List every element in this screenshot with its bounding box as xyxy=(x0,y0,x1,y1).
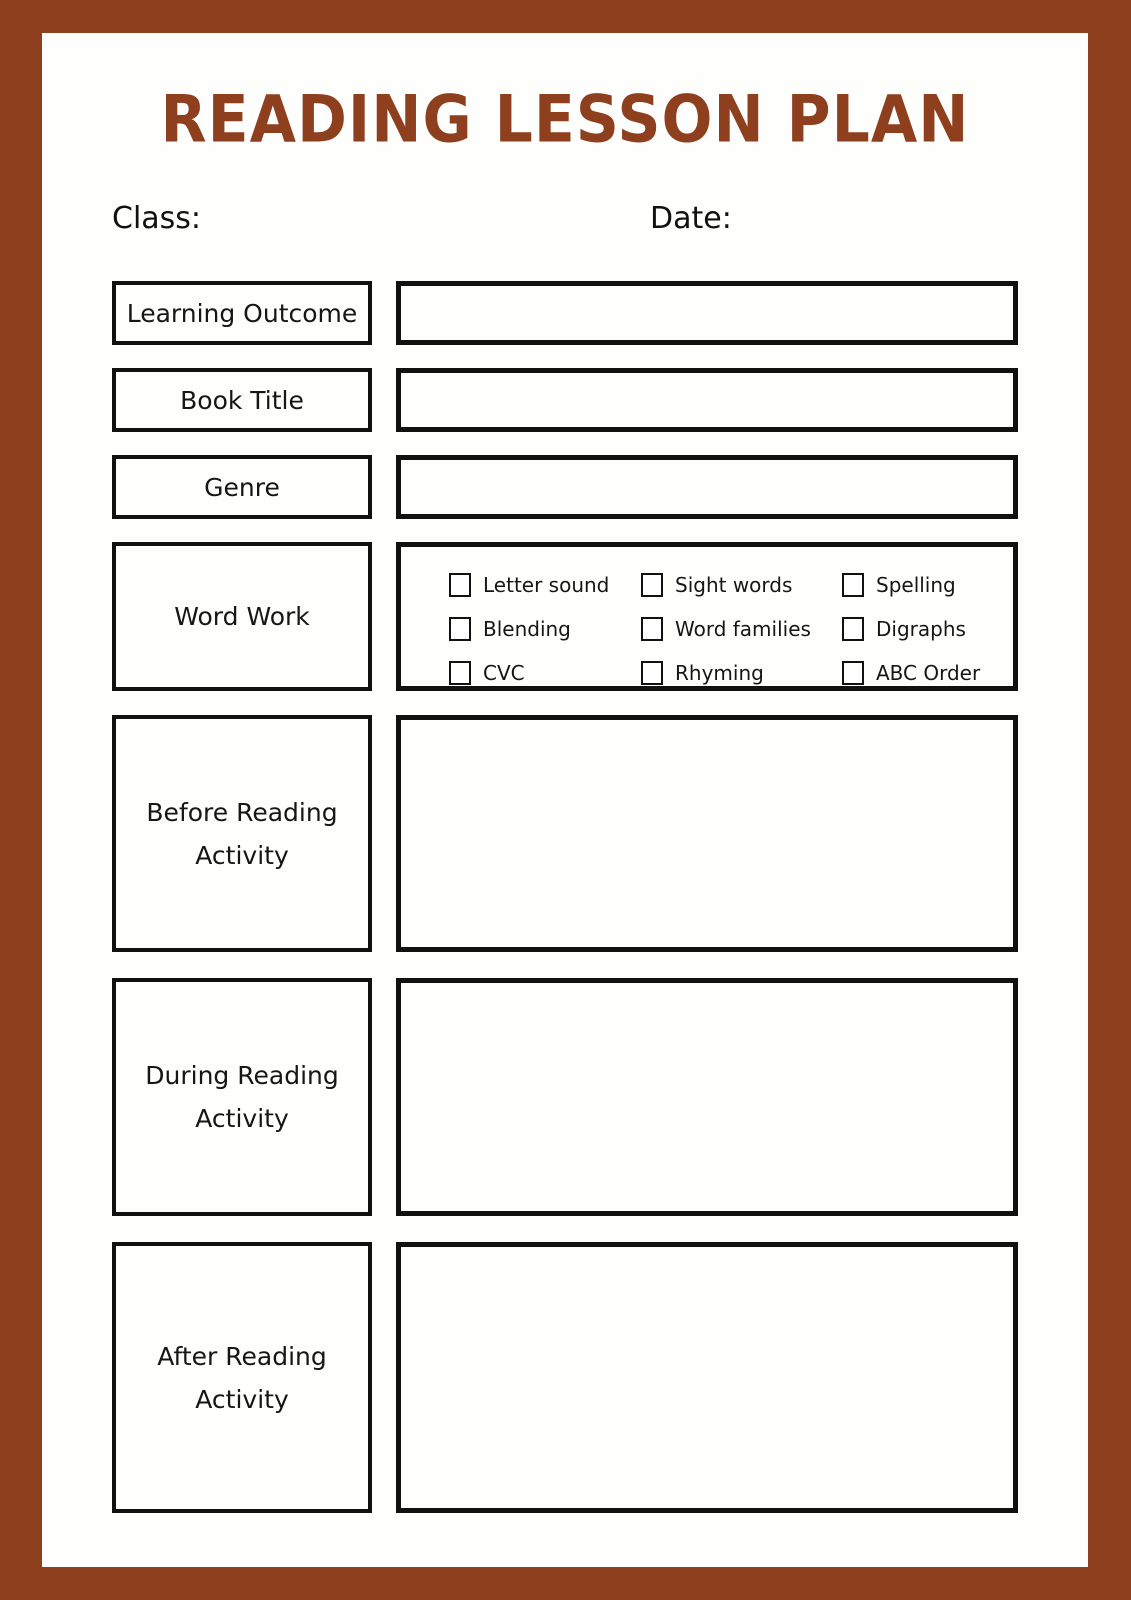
checkbox-word-families[interactable] xyxy=(641,617,663,641)
option-label: Rhyming xyxy=(675,661,764,685)
checkbox-letter-sound[interactable] xyxy=(449,573,471,597)
learning-outcome-field[interactable] xyxy=(396,281,1018,345)
page-title: READING LESSON PLAN xyxy=(160,82,970,158)
option-spelling xyxy=(842,573,1013,597)
label-before-reading-activity xyxy=(112,715,372,952)
option-cvc xyxy=(449,661,641,685)
label-text: Book Title xyxy=(180,385,304,415)
option-digraphs xyxy=(842,617,1013,641)
label-word-work xyxy=(112,542,372,691)
label-text: After Reading Activity xyxy=(157,1341,327,1414)
word-work-options xyxy=(396,542,1018,691)
option-label: Blending xyxy=(483,617,571,641)
option-label: CVC xyxy=(483,661,525,685)
book-title-field[interactable] xyxy=(396,368,1018,432)
option-label: Digraphs xyxy=(876,617,966,641)
checkbox-spelling[interactable] xyxy=(842,573,864,597)
during-reading-activity-field[interactable] xyxy=(396,978,1018,1216)
label-text: Before Reading Activity xyxy=(146,797,338,870)
date-label: Date: xyxy=(650,201,732,236)
checkbox-sight-words[interactable] xyxy=(641,573,663,597)
label-text: Word Work xyxy=(174,602,310,631)
option-rhyming xyxy=(641,661,842,685)
label-during-reading-activity xyxy=(112,978,372,1216)
option-label: Spelling xyxy=(876,573,956,597)
label-text: Genre xyxy=(204,472,280,502)
checkbox-abc-order[interactable] xyxy=(842,661,864,685)
after-reading-activity-field[interactable] xyxy=(396,1242,1018,1513)
option-sight-words xyxy=(641,573,842,597)
label-book-title xyxy=(112,368,372,432)
option-label: ABC Order xyxy=(876,661,981,685)
checkbox-cvc[interactable] xyxy=(449,661,471,685)
checkbox-rhyming[interactable] xyxy=(641,661,663,685)
option-label: Word families xyxy=(675,617,811,641)
label-after-reading-activity xyxy=(112,1242,372,1513)
label-genre xyxy=(112,455,372,519)
label-learning-outcome xyxy=(112,281,372,345)
label-text: Learning Outcome xyxy=(126,298,358,328)
option-abc-order xyxy=(842,661,1013,685)
option-word-families xyxy=(641,617,842,641)
lesson-plan-page xyxy=(42,33,1088,1567)
checkbox-digraphs[interactable] xyxy=(842,617,864,641)
option-label: Sight words xyxy=(675,573,793,597)
option-blending xyxy=(449,617,641,641)
label-text: During Reading Activity xyxy=(145,1061,339,1133)
option-letter-sound xyxy=(449,573,641,597)
before-reading-activity-field[interactable] xyxy=(396,715,1018,952)
class-label: Class: xyxy=(112,201,202,236)
option-label: Letter sound xyxy=(483,573,610,597)
genre-field[interactable] xyxy=(396,455,1018,519)
checkbox-blending[interactable] xyxy=(449,617,471,641)
